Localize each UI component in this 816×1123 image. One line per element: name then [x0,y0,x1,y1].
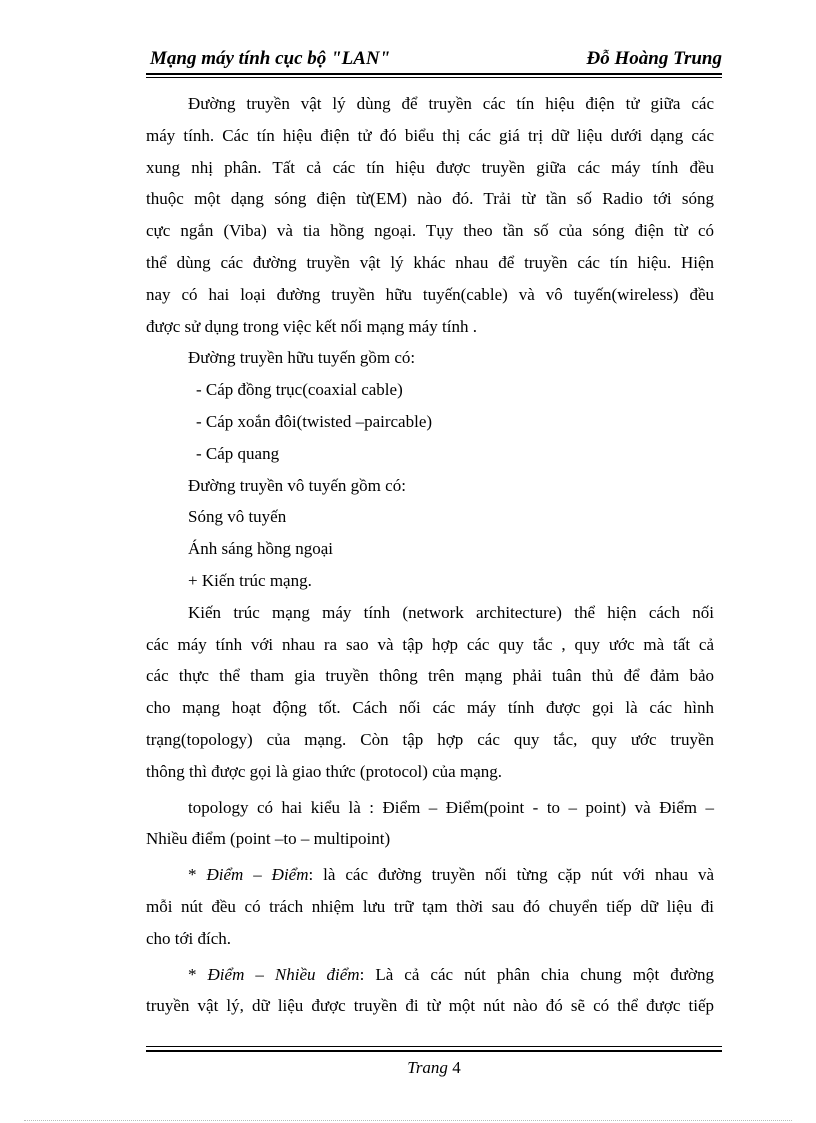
paragraph-line [146,959,714,991]
wireless-heading: Đường truyền vô tuyến gồm có: [188,475,406,495]
paragraph-line: Nhiều điểm (point –to – multipoint) [146,829,391,849]
paragraph-line: thể dùng các đường truyền vật lý khác nhau để truyền các tín hiệu. Hiện [146,252,714,272]
wireless-item: Ánh sáng hồng ngoại [188,539,333,559]
header-rule [146,73,722,75]
header-author: Đỗ Hoàng Trung [586,48,722,69]
paragraph-line: cho tới đích. [146,928,231,948]
wired-item: - Cáp đồng trục(coaxial cable) [196,380,403,400]
page-number [146,1058,722,1078]
paragraph-line: được sử dụng trong việc kết nối mạng máy tính . [146,316,478,336]
document-body [146,88,714,1022]
paragraph-line: máy tính. Các tín hiệu điện tử đó biểu thị các giá trị dữ liệu dưới dạng các [146,125,714,145]
paragraph-line: cực ngắn (Viba) và tia hồng ngoại. Tụy theo tần số của sóng điện từ có [146,221,714,241]
term-multipoint: Điểm – Nhiều điểm [207,964,360,984]
page-header [146,48,722,76]
paragraph-line: mỗi nút đều có trách nhiệm lưu trữ tạm thời sau đó chuyển tiếp dữ liệu đi [146,896,714,916]
paragraph-line: các thực thể tham gia truyền thông trên mạng phải tuân thủ để đảm bảo [146,666,714,686]
wireless-item: Sóng vô tuyến [188,507,287,527]
footer-rule [146,1046,722,1047]
term-point-to-point: Điểm – Điểm [206,865,309,885]
definition-text: : Là cả các nút phân chia chung một đường [359,964,714,984]
paragraph-line: xung nhị phân. Tất cả các tín hiệu được truyền giữa các máy tính đều [146,157,714,177]
paragraph-line: các máy tính với nhau ra sao và tập hợp các quy tắc , quy ước mà tất cả [146,634,714,654]
wired-item: - Cáp quang [196,443,280,463]
paragraph-line: nay có hai loại đường truyền hữu tuyến(cable) và vô tuyến(wireless) đều [146,284,714,304]
header-title: Mạng máy tính cục bộ "LAN" [150,48,391,69]
header-rule-thin [146,77,722,78]
page-edge-divider [24,1120,792,1121]
definition-text: : là các đường truyền nối từng cặp nút với nhau và [308,865,714,885]
wired-item: - Cáp xoắn đôi(twisted –paircable) [196,411,433,431]
paragraph-line: cho mạng hoạt động tốt. Cách nối các máy tính được gọi là các hình [146,698,714,718]
page-value: 4 [452,1058,461,1077]
bullet-prefix: * [188,964,208,984]
paragraph-line: topology có hai kiểu là : Điểm – Điểm(point - to – point) và Điểm – [188,797,714,817]
page-footer [146,1046,722,1078]
paragraph-line: thuộc một dạng sóng điện từ(EM) nào đó. Trải từ tần số Radio tới sóng [146,189,714,209]
paragraph-line: thông thì được gọi là giao thức (protocol) của mạng. [146,761,502,781]
footer-rule-thick [146,1050,722,1052]
wired-heading: Đường truyền hữu tuyến gồm có: [188,348,416,368]
paragraph-line: trạng(topology) của mạng. Còn tập hợp các quy tắc, quy ước truyền [146,729,714,749]
paragraph-line: Đường truyền vật lý dùng để truyền các tín hiệu điện tử giữa các [188,94,714,113]
paragraph-line [146,859,714,891]
paragraph-line: Kiến trúc mạng máy tính (network architecture) thể hiện cách nối [188,602,714,622]
bullet-prefix: * [188,865,207,885]
paragraph-line: truyền vật lý, dữ liệu được truyền đi từ một nút nào đó sẽ có thể được tiếp [146,996,714,1016]
section-heading: + Kiến trúc mạng. [188,570,312,590]
page-label: Trang [407,1058,448,1077]
